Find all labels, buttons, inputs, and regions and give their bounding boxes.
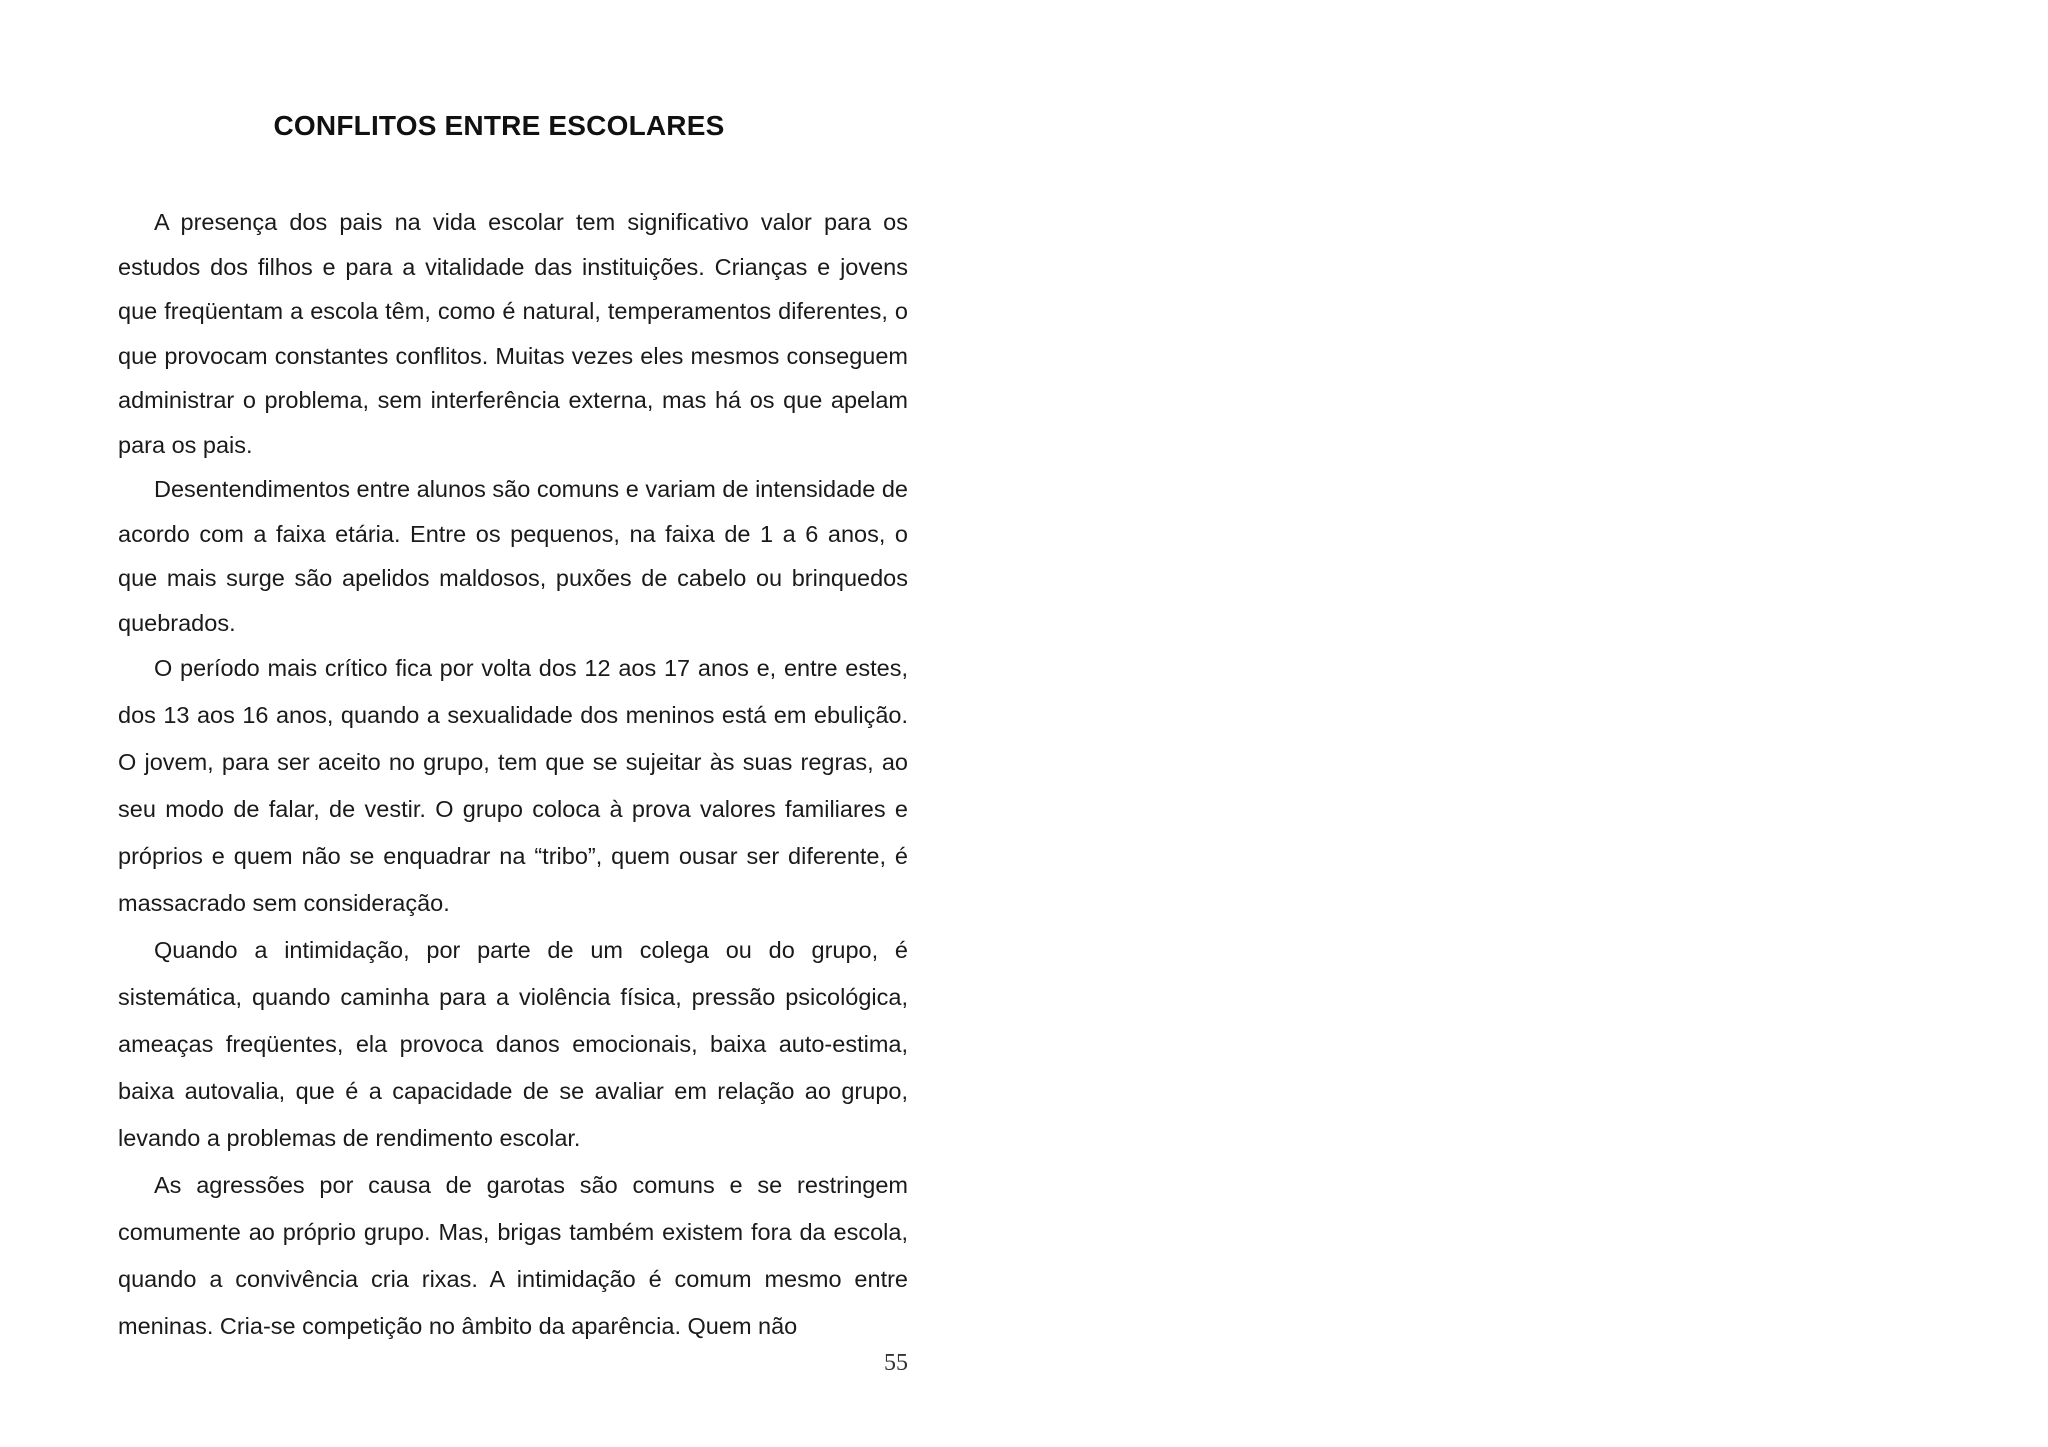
page-number: 55 (884, 1350, 908, 1376)
document-body (118, 200, 908, 1350)
paragraph: Desentendimentos entre alunos são comuns e variam de intensidade de acordo com a faixa etária. Entre os pequenos, na faixa de 1 a 6 anos, o que mais surge são apelidos maldosos, puxões de cabelo ou brinquedos quebrados. (118, 476, 908, 636)
document-page (118, 0, 908, 1447)
paragraph: O período mais crítico fica por volta dos 12 aos 17 anos e, entre estes, dos 13 aos 16 anos, quando a sexualidade dos meninos está em ebulição. O jovem, para ser aceito no grupo, tem que se sujeitar às suas regras, ao seu modo de falar, de vestir. O grupo coloca à prova valores familiares e próprios e quem não se enquadrar na “tribo”, quem ousar ser diferente, é massacrado sem consideração. (118, 655, 908, 916)
paragraph: A presença dos pais na vida escolar tem significativo valor para os estudos dos filhos e para a vitalidade das instituições. Crianças e jovens que freqüentam a escola têm, como é natural, temperamentos diferentes, o que provocam constantes conflitos. Muitas vezes eles mesmos conseguem administrar o problema, sem interferência externa, mas há os que apelam para os pais. (118, 209, 908, 458)
paragraph: Quando a intimidação, por parte de um colega ou do grupo, é sistemática, quando caminha para a violência física, pressão psicológica, ameaças freqüentes, ela provoca danos emocionais, baixa auto-estima, baixa autovalia, que é a capacidade de se avaliar em relação ao grupo, levando a problemas de rendimento escolar. (118, 937, 908, 1151)
page-title-text: CONFLITOS ENTRE ESCOLARES (273, 110, 725, 141)
page-title (118, 110, 908, 142)
paragraph: As agressões por causa de garotas são comuns e se restringem comumente ao próprio grupo. Mas, brigas também existem fora da escola, quando a convivência cria rixas. A intimidação é comum mesmo entre meninas. Cria-se competição no âmbito da aparência. Quem não (118, 1172, 908, 1339)
